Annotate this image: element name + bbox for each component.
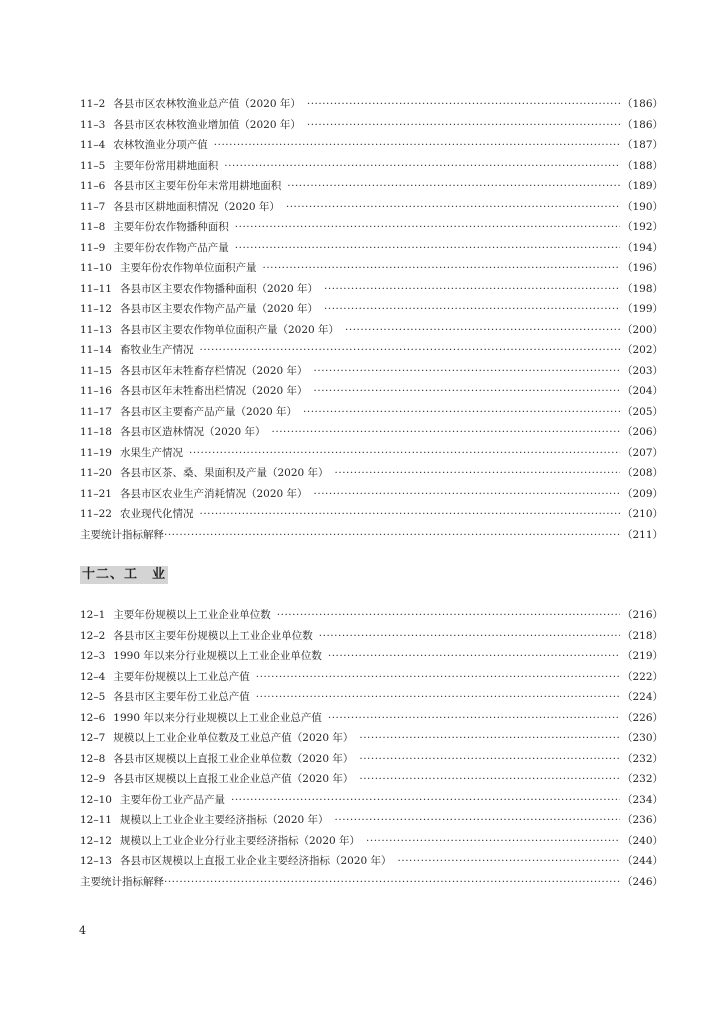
dot-leader — [359, 770, 620, 788]
toc-row-page: （218） — [621, 629, 663, 642]
toc-row[interactable] — [80, 259, 663, 277]
toc-row-title: 主要年份常用耕地面积 — [113, 159, 219, 172]
toc-row[interactable] — [80, 341, 663, 359]
toc-row-title: 主要年份工业产品产量 — [119, 793, 225, 806]
toc-row-number: 12–4 — [80, 670, 106, 683]
toc-row-title: 各县市区主要农作物单位面积产量（2020 年） — [119, 323, 340, 336]
toc-row-number: 12–13 — [80, 855, 112, 867]
toc-row-number: 12–6 — [80, 711, 106, 724]
toc-row-page: （236） — [621, 814, 663, 826]
toc-row-number: 12–5 — [80, 691, 106, 703]
toc-row-title: 水果生产情况 — [119, 446, 183, 459]
toc-row[interactable] — [80, 136, 663, 154]
dot-leader — [307, 116, 620, 134]
toc-row-number: 12–3 — [80, 650, 106, 662]
toc-row-page: （219） — [621, 650, 663, 662]
toc-row-number: 12–10 — [80, 793, 112, 806]
dot-leader — [231, 791, 620, 809]
page-number: 4 — [79, 924, 86, 937]
dot-leader — [328, 647, 620, 665]
toc-row[interactable] — [80, 606, 663, 624]
toc-row-page: （198） — [621, 282, 663, 295]
toc-row[interactable] — [80, 505, 663, 523]
toc-row-number: 11–8 — [80, 221, 106, 233]
toc-row-number: 12–11 — [80, 814, 112, 826]
toc-row-title: 各县市区农业生产消耗情况（2020 年） — [119, 487, 308, 500]
dot-leader — [314, 382, 620, 400]
toc-row[interactable] — [80, 852, 663, 870]
toc-row-page: （232） — [621, 752, 663, 765]
toc-row-number: 12–1 — [80, 609, 106, 621]
toc-row-title: 1990 年以来分行业规模以上工业企业总产值 — [113, 711, 322, 724]
dot-leader — [328, 709, 620, 727]
toc-row-title: 农业现代化情况 — [119, 508, 194, 520]
toc-row-number: 12–12 — [80, 834, 112, 847]
toc-row-page: （199） — [621, 303, 663, 315]
section-heading-industry: 十二、工 业 — [82, 567, 167, 582]
dot-leader — [256, 688, 620, 706]
toc-row-indicators[interactable] — [80, 873, 663, 891]
toc-row[interactable] — [80, 647, 663, 665]
toc-row-number: 12–9 — [80, 773, 106, 785]
toc-row-number: 11–21 — [80, 487, 112, 500]
toc-row[interactable] — [80, 709, 663, 727]
toc-row[interactable] — [80, 627, 663, 645]
toc-row-number: 11–10 — [80, 262, 112, 274]
toc-row-page: （206） — [621, 426, 663, 438]
toc-row[interactable] — [80, 688, 663, 706]
toc-row-title: 主要年份农作物单位面积产量 — [119, 262, 257, 274]
toc-row-title: 主要年份农作物播种面积 — [113, 221, 229, 233]
toc-row-number: 11–6 — [80, 180, 106, 192]
dot-leader — [164, 873, 620, 891]
toc-row[interactable] — [80, 770, 663, 788]
dot-leader — [199, 505, 619, 523]
dot-leader — [314, 362, 620, 380]
dot-leader — [359, 750, 620, 768]
toc-row-title: 各县市区主要农作物产品产量（2020 年） — [119, 303, 319, 315]
toc-row-title: 主要统计指标解释 — [80, 528, 164, 541]
toc-row-page: （211） — [621, 528, 663, 541]
toc-row[interactable] — [80, 218, 663, 236]
toc-row[interactable] — [80, 832, 663, 850]
toc-row-page: （186） — [621, 98, 663, 110]
dot-leader — [324, 300, 620, 318]
toc-row-page: （209） — [621, 487, 663, 500]
toc-row-page: （246） — [621, 875, 663, 888]
toc-row-page: （188） — [621, 159, 663, 172]
toc-row-number: 11–7 — [80, 200, 106, 213]
toc-row[interactable] — [80, 668, 663, 686]
toc-row[interactable] — [80, 464, 663, 482]
toc-row-title: 各县市区主要畜产品产量（2020 年） — [119, 405, 298, 418]
dot-leader — [189, 444, 620, 462]
dot-leader — [366, 832, 620, 850]
toc-row-page: （216） — [621, 609, 663, 621]
toc-row-title: 主要年份规模以上工业企业单位数 — [113, 609, 271, 621]
toc-row-title: 各县市区主要年份规模以上工业企业单位数 — [113, 629, 313, 642]
dot-leader — [214, 136, 620, 154]
toc-row[interactable] — [80, 198, 663, 216]
toc-row[interactable] — [80, 811, 663, 829]
toc-row-page: （222） — [621, 670, 663, 683]
toc-row-title: 各县市区农林牧渔业增加值（2020 年） — [113, 118, 301, 131]
toc-row[interactable] — [80, 485, 663, 503]
toc-row-number: 12–2 — [80, 629, 106, 642]
dot-leader — [262, 259, 619, 277]
toc-row-page: （202） — [621, 344, 663, 356]
dot-leader — [272, 423, 620, 441]
toc-row[interactable] — [80, 157, 663, 175]
toc-row-title: 主要年份规模以上工业总产值 — [113, 670, 250, 683]
dot-leader — [335, 464, 620, 482]
toc-row-title: 各县市区主要年份年末常用耕地面积 — [113, 180, 282, 192]
toc-row-page: （203） — [621, 364, 663, 377]
toc-row-number: 11–14 — [80, 344, 112, 356]
toc-row-page: （200） — [621, 323, 663, 336]
toc-row-page: （230） — [621, 732, 663, 744]
toc-row-number: 11–4 — [80, 139, 106, 151]
toc-row-title: 规模以上工业企业单位数及工业总产值（2020 年） — [113, 732, 354, 744]
dot-leader — [335, 811, 620, 829]
toc-row-number: 11–5 — [80, 159, 106, 172]
toc-row-title: 主要年份农作物产品产量 — [113, 241, 229, 254]
toc-row-number: 12–7 — [80, 732, 106, 744]
toc-row-number: 11–22 — [80, 508, 112, 520]
dot-leader — [277, 606, 620, 624]
toc-row-title: 各县市区规模以上直报工业企业单位数（2020 年） — [113, 752, 354, 765]
dot-leader — [286, 198, 620, 216]
toc-row-page: （232） — [621, 773, 663, 785]
toc-row[interactable] — [80, 444, 663, 462]
toc-row[interactable] — [80, 177, 663, 195]
dot-leader — [359, 729, 620, 747]
toc-row-page: （196） — [621, 262, 663, 274]
toc-row-number: 11–2 — [80, 98, 106, 110]
toc-row[interactable] — [80, 423, 663, 441]
toc-row[interactable] — [80, 280, 663, 298]
dot-leader — [319, 627, 620, 645]
toc-row-title: 各县市区耕地面积情况（2020 年） — [113, 200, 280, 213]
dot-leader — [235, 218, 620, 236]
toc-row-title: 各县市区农林牧渔业总产值（2020 年） — [113, 98, 301, 110]
dot-leader — [256, 668, 620, 686]
toc-row-title: 各县市区年末牲畜出栏情况（2020 年） — [119, 385, 308, 397]
toc-row-title: 规模以上工业企业分行业主要经济指标（2020 年） — [119, 834, 361, 847]
toc-row-page: （224） — [621, 691, 663, 703]
dot-leader — [235, 239, 620, 257]
dot-leader — [307, 95, 620, 113]
toc-row-number: 11–3 — [80, 118, 106, 131]
toc-row-number: 11–9 — [80, 241, 106, 254]
toc-row-title: 各县市区规模以上直报工业企业主要经济指标（2020 年） — [119, 855, 392, 867]
toc-row-page: （244） — [621, 855, 663, 867]
toc-row-indicators[interactable] — [80, 526, 663, 544]
toc-row-page: （234） — [621, 793, 663, 806]
toc-row-title: 1990 年以来分行业规模以上工业企业单位数 — [113, 650, 322, 662]
toc-row-number: 11–19 — [80, 446, 112, 459]
toc-row[interactable] — [80, 116, 663, 134]
toc-row-title: 各县市区主要年份工业总产值 — [113, 691, 250, 703]
toc-row-page: （226） — [621, 711, 663, 724]
toc-row-page: （205） — [621, 405, 663, 418]
toc-row[interactable] — [80, 239, 663, 257]
toc-row-title: 畜牧业生产情况 — [119, 344, 194, 356]
toc-row-page: （190） — [621, 200, 663, 213]
toc-row-page: （194） — [621, 241, 663, 254]
toc-row-number: 11–13 — [80, 323, 112, 336]
toc-row-title: 农林牧渔业分项产值 — [113, 139, 208, 151]
dot-leader — [164, 526, 620, 544]
toc-row-title: 各县市区茶、桑、果面积及产量（2020 年） — [119, 467, 329, 479]
toc-row-page: （186） — [621, 118, 663, 131]
toc-row[interactable] — [80, 362, 663, 380]
toc-row[interactable] — [80, 403, 663, 421]
toc-row[interactable] — [80, 321, 663, 339]
toc-row-title: 规模以上工业企业主要经济指标（2020 年） — [119, 814, 329, 826]
toc-row-title: 各县市区主要农作物播种面积（2020 年） — [119, 282, 319, 295]
toc-row[interactable] — [80, 382, 663, 400]
dot-leader — [314, 485, 620, 503]
toc-row[interactable] — [80, 95, 663, 113]
toc-row-number: 11–16 — [80, 385, 112, 397]
dot-leader — [324, 280, 620, 298]
toc-row[interactable] — [80, 791, 663, 809]
toc-row-page: （208） — [621, 467, 663, 479]
toc-row-number: 11–17 — [80, 405, 112, 418]
toc-row[interactable] — [80, 750, 663, 768]
toc-row-title: 各县市区规模以上直报工业企业总产值（2020 年） — [113, 773, 354, 785]
toc-row-number: 11–15 — [80, 364, 112, 377]
toc-row-title: 主要统计指标解释 — [80, 875, 164, 888]
toc-row-page: （204） — [621, 385, 663, 397]
dot-leader — [287, 177, 620, 195]
toc-row-title: 各县市区年末牲畜存栏情况（2020 年） — [119, 364, 308, 377]
toc-row[interactable] — [80, 729, 663, 747]
toc-row-page: （189） — [621, 180, 663, 192]
toc-row-number: 11–12 — [80, 303, 112, 315]
toc-row-page: （207） — [621, 446, 663, 459]
toc-row-number: 11–18 — [80, 426, 112, 438]
toc-row[interactable] — [80, 300, 663, 318]
dot-leader — [224, 157, 620, 175]
toc-row-number: 12–8 — [80, 752, 106, 765]
dot-leader — [398, 852, 620, 870]
toc-row-number: 11–20 — [80, 467, 112, 479]
toc-row-number: 11–11 — [80, 282, 112, 295]
toc-row-title: 各县市区造林情况（2020 年） — [119, 426, 266, 438]
toc-row-page: （210） — [621, 508, 663, 520]
toc-row-page: （192） — [621, 221, 663, 233]
toc-row-page: （240） — [621, 834, 663, 847]
toc-row-page: （187） — [621, 139, 663, 151]
dot-leader — [345, 321, 620, 339]
dot-leader — [303, 403, 620, 421]
dot-leader — [199, 341, 619, 359]
